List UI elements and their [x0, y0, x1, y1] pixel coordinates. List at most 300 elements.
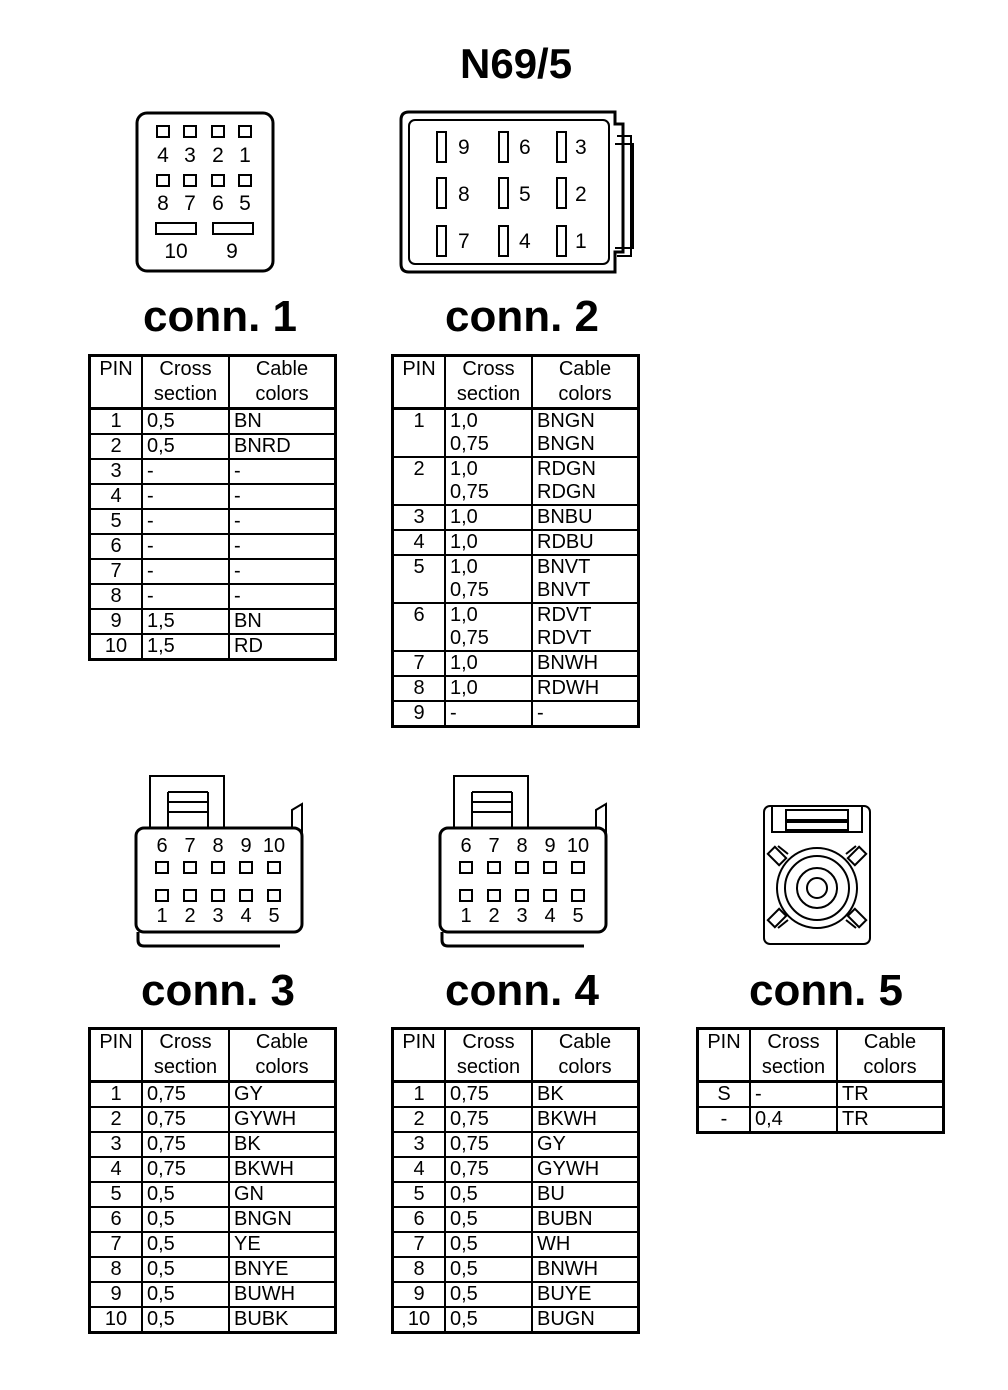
cable-color-value: GY: [234, 1083, 263, 1105]
pin-cell: 7: [90, 559, 143, 584]
pin-cell: 10: [90, 634, 143, 660]
page-title: N69/5: [460, 40, 573, 87]
conn1-pin-label: 8: [157, 192, 169, 215]
table-row: [90, 1182, 336, 1207]
pin-cell: 1: [393, 1082, 446, 1108]
cross-section-cell: [142, 1257, 229, 1282]
table-row: [393, 1282, 639, 1307]
table-row: [90, 1307, 336, 1333]
conn1-pin-label: 6: [212, 192, 224, 215]
cross-section-value: 0,5: [147, 1258, 175, 1280]
cross-section-cell: [142, 509, 229, 534]
conn4-pin-label: 8: [516, 835, 528, 857]
cross-section-value: 0,75: [147, 1083, 186, 1105]
pin-cell: 6: [90, 1207, 143, 1232]
table-row: [90, 459, 336, 484]
pin-cell: 4: [393, 1157, 446, 1182]
cable-color-cell: [532, 1082, 639, 1108]
conn2-pin-label: 5: [519, 183, 531, 206]
conn1-pin-label: 3: [184, 144, 196, 167]
conn2-pin-label: 1: [575, 230, 587, 253]
conn2-pin-label: 4: [519, 230, 531, 253]
cable-color-cell: [532, 603, 639, 651]
cable-color-value: -: [537, 702, 544, 724]
cross-section-value: 1,0: [450, 531, 478, 553]
cross-section-value: 0,5: [147, 435, 175, 457]
cable-color-value: GN: [234, 1183, 264, 1205]
conn4-pin-label: 6: [460, 835, 472, 857]
cable-color-value: BK: [234, 1133, 261, 1155]
table-row: [90, 1132, 336, 1157]
cross-section-cell: [445, 1307, 532, 1333]
cross-section-value: 0,75: [450, 627, 489, 649]
cross-section-cell: [142, 434, 229, 459]
cross-section-value: 0,75: [450, 1108, 489, 1130]
pin-cell: 4: [393, 530, 446, 555]
cable-color-cell: [532, 1132, 639, 1157]
cross-section-value: 0,75: [450, 1158, 489, 1180]
cross-section-cell: [445, 555, 532, 603]
table-row: [698, 1107, 944, 1133]
cable-color-value: BUWH: [234, 1283, 296, 1305]
cable-color-value: BNYE: [234, 1258, 289, 1280]
cable-color-cell: [229, 1132, 336, 1157]
table-row: [393, 1132, 639, 1157]
conn1-table: [88, 354, 337, 661]
table-row: [393, 1232, 639, 1257]
cross-section-cell: [142, 1132, 229, 1157]
conn5-table: [696, 1027, 945, 1134]
table-row: [393, 676, 639, 701]
pin-header: PIN: [90, 356, 143, 409]
cable-color-value: WH: [537, 1233, 571, 1255]
pin-cell: 8: [393, 1257, 446, 1282]
cross-section-value: 0,75: [450, 433, 489, 455]
cable-color-cell: [532, 701, 639, 727]
cross-section-value: 0,4: [755, 1108, 783, 1130]
conn4-table: [391, 1027, 640, 1334]
cable-color-cell: [229, 1307, 336, 1333]
cable-color-value: BN: [234, 610, 262, 632]
cross-section-cell: [445, 530, 532, 555]
cross-section-cell: [445, 1157, 532, 1182]
cable-color-cell: [229, 1207, 336, 1232]
cable-color-cell: [532, 1282, 639, 1307]
cable-color-cell: [532, 457, 639, 505]
cross-section-cell: [142, 1307, 229, 1333]
cross-section-cell: [142, 1107, 229, 1132]
cable-color-cell: [229, 584, 336, 609]
cable-color-value: YE: [234, 1233, 261, 1255]
table-row: [393, 1107, 639, 1132]
cross-section-cell: [445, 676, 532, 701]
cross-section-header: Cross section: [750, 1029, 837, 1082]
pin-cell: 5: [393, 1182, 446, 1207]
cable-color-cell: [532, 676, 639, 701]
pin-cell: 2: [90, 434, 143, 459]
cross-section-cell: [142, 584, 229, 609]
table-row: [90, 1257, 336, 1282]
table-row: [90, 584, 336, 609]
cable-color-value: -: [234, 585, 241, 607]
cable-color-value: TR: [842, 1108, 869, 1130]
cable-color-value: BNWH: [537, 652, 599, 674]
cross-section-value: 0,5: [147, 1208, 175, 1230]
cross-section-value: -: [147, 535, 154, 557]
conn4-pin-label: 3: [516, 905, 528, 927]
cable-color-cell: [532, 409, 639, 458]
cable-color-value: RDVT: [537, 627, 592, 649]
cross-section-cell: [142, 559, 229, 584]
table-row: [90, 559, 336, 584]
cable-color-value: BKWH: [537, 1108, 597, 1130]
cross-section-cell: [445, 1182, 532, 1207]
pin-cell: 3: [90, 459, 143, 484]
conn2-pin-label: 3: [575, 136, 587, 159]
cross-section-value: -: [755, 1083, 762, 1105]
pin-cell: 2: [393, 457, 446, 505]
cross-section-header: Cross section: [445, 356, 532, 409]
table-row: [90, 1107, 336, 1132]
pin-cell: 7: [393, 651, 446, 676]
cable-color-value: BN: [234, 410, 262, 432]
pin-cell: 9: [90, 609, 143, 634]
conn1-pin-label: 4: [157, 144, 169, 167]
cross-section-value: 0,75: [450, 579, 489, 601]
cable-colors-header: Cable colors: [837, 1029, 944, 1082]
cable-color-value: RD: [234, 635, 263, 657]
conn4-pin-label: 4: [544, 905, 556, 927]
cross-section-value: 1,5: [147, 635, 175, 657]
cable-color-cell: [229, 1257, 336, 1282]
cable-color-value: -: [234, 510, 241, 532]
cross-section-value: 0,5: [450, 1308, 478, 1330]
cable-color-value: -: [234, 560, 241, 582]
conn4-pin-label: 2: [488, 905, 500, 927]
cross-section-cell: [142, 1182, 229, 1207]
cable-color-cell: [229, 1182, 336, 1207]
pin-cell: 6: [393, 1207, 446, 1232]
conn2-pin-label: 8: [458, 183, 470, 206]
cross-section-header: Cross section: [142, 356, 229, 409]
conn4-pin-label: 9: [544, 835, 556, 857]
cross-section-value: 1,0: [450, 677, 478, 699]
cross-section-value: 0,5: [147, 1183, 175, 1205]
conn3-pin-label: 3: [212, 905, 224, 927]
table-row: [393, 1157, 639, 1182]
cross-section-cell: [445, 409, 532, 458]
cable-color-value: -: [234, 535, 241, 557]
cross-section-value: 0,75: [450, 481, 489, 503]
conn4-pin-label: 1: [460, 905, 472, 927]
cable-color-cell: [532, 1107, 639, 1132]
pin-cell: 1: [90, 1082, 143, 1108]
cable-color-value: BU: [537, 1183, 565, 1205]
pin-cell: S: [698, 1082, 751, 1108]
cable-color-cell: [229, 434, 336, 459]
cable-color-cell: [532, 1207, 639, 1232]
cross-section-value: 0,75: [450, 1083, 489, 1105]
conn1-pin-label: 10: [164, 240, 188, 263]
table-row: [393, 603, 639, 651]
cable-color-value: BNVT: [537, 556, 591, 578]
conn2-table: [391, 354, 640, 728]
cross-section-value: 0,5: [450, 1208, 478, 1230]
conn3-pin-label: 10: [262, 835, 286, 857]
cross-section-value: -: [147, 560, 154, 582]
cable-colors-header: Cable colors: [229, 356, 336, 409]
cable-color-value: BNVT: [537, 579, 591, 601]
conn3-pin-label: 2: [184, 905, 196, 927]
cable-color-cell: [229, 1232, 336, 1257]
cable-color-value: GYWH: [537, 1158, 600, 1180]
cross-section-cell: [142, 409, 229, 435]
cross-section-value: 0,5: [147, 410, 175, 432]
connector-4-drawing: [434, 770, 614, 955]
conn1-pin-label: 1: [239, 144, 251, 167]
conn1-title: conn. 1: [142, 292, 298, 341]
cable-color-value: BNGN: [537, 433, 595, 455]
cable-colors-header: Cable colors: [229, 1029, 336, 1082]
cross-section-header: Cross section: [445, 1029, 532, 1082]
conn3-pin-label: 1: [156, 905, 168, 927]
pin-header: PIN: [393, 1029, 446, 1082]
cable-color-value: BUYE: [537, 1283, 592, 1305]
conn3-pin-label: 9: [240, 835, 252, 857]
table-row: [90, 1157, 336, 1182]
cross-section-cell: [445, 1132, 532, 1157]
conn4-title: conn. 4: [444, 966, 600, 1015]
cross-section-value: 1,0: [450, 556, 478, 578]
table-row: [90, 409, 336, 435]
pin-cell: 9: [393, 701, 446, 727]
connector-3-drawing: [130, 770, 310, 955]
cable-color-value: RDGN: [537, 458, 596, 480]
conn1-pin-label: 7: [184, 192, 196, 215]
connector-1-drawing: [130, 108, 280, 278]
cross-section-cell: [142, 609, 229, 634]
cable-color-value: BNGN: [234, 1208, 292, 1230]
conn1-pin-label: 2: [212, 144, 224, 167]
pin-cell: 7: [393, 1232, 446, 1257]
cross-section-value: 0,5: [450, 1183, 478, 1205]
cable-color-cell: [229, 509, 336, 534]
cable-color-cell: [532, 1307, 639, 1333]
pin-cell: 4: [90, 1157, 143, 1182]
cross-section-cell: [445, 1107, 532, 1132]
cable-color-cell: [532, 505, 639, 530]
table-row: [90, 509, 336, 534]
pin-cell: 4: [90, 484, 143, 509]
table-row: [90, 434, 336, 459]
cross-section-cell: [445, 505, 532, 530]
table-row: [90, 534, 336, 559]
pin-cell: -: [698, 1107, 751, 1133]
cross-section-cell: [142, 1157, 229, 1182]
cable-color-cell: [837, 1082, 944, 1108]
cable-color-value: RDVT: [537, 604, 592, 626]
cable-color-value: BUBK: [234, 1308, 289, 1330]
cross-section-cell: [142, 634, 229, 660]
conn2-pin-label: 7: [458, 230, 470, 253]
cross-section-value: 0,75: [147, 1133, 186, 1155]
pin-cell: 2: [90, 1107, 143, 1132]
cable-color-cell: [229, 534, 336, 559]
pin-cell: 6: [393, 603, 446, 651]
table-row: [90, 609, 336, 634]
cable-color-cell: [837, 1107, 944, 1133]
table-row: [90, 1232, 336, 1257]
table-row: [393, 505, 639, 530]
cross-section-cell: [142, 484, 229, 509]
conn3-pin-label: 8: [212, 835, 224, 857]
conn1-pin-label: 5: [239, 192, 251, 215]
table-row: [393, 1207, 639, 1232]
conn1-pin-label: 9: [226, 240, 238, 263]
cable-color-cell: [532, 555, 639, 603]
cross-section-cell: [445, 651, 532, 676]
cross-section-header: Cross section: [142, 1029, 229, 1082]
pin-cell: 6: [90, 534, 143, 559]
conn2-pin-label: 6: [519, 136, 531, 159]
cross-section-value: -: [147, 510, 154, 532]
cross-section-cell: [750, 1107, 837, 1133]
pin-cell: 9: [90, 1282, 143, 1307]
cable-color-value: RDWH: [537, 677, 600, 699]
cable-color-cell: [229, 1157, 336, 1182]
cross-section-value: 0,75: [147, 1158, 186, 1180]
pin-header: PIN: [393, 356, 446, 409]
pin-cell: 3: [393, 1132, 446, 1157]
table-row: [90, 1207, 336, 1232]
pin-cell: 10: [90, 1307, 143, 1333]
conn3-pin-label: 6: [156, 835, 168, 857]
pin-cell: 10: [393, 1307, 446, 1333]
pin-cell: 9: [393, 1282, 446, 1307]
cross-section-cell: [445, 1282, 532, 1307]
conn4-pin-label: 7: [488, 835, 500, 857]
pin-cell: 7: [90, 1232, 143, 1257]
cable-color-cell: [532, 1257, 639, 1282]
cross-section-cell: [142, 459, 229, 484]
cross-section-cell: [142, 1282, 229, 1307]
table-row: [90, 1282, 336, 1307]
cable-color-cell: [229, 559, 336, 584]
conn3-pin-label: 5: [268, 905, 280, 927]
pin-cell: 5: [90, 1182, 143, 1207]
cable-color-value: BUGN: [537, 1308, 595, 1330]
cross-section-cell: [445, 701, 532, 727]
cross-section-cell: [445, 1257, 532, 1282]
table-row: [393, 1082, 639, 1108]
cable-color-value: GY: [537, 1133, 566, 1155]
cross-section-cell: [445, 603, 532, 651]
table-row: [393, 701, 639, 727]
conn3-pin-label: 4: [240, 905, 252, 927]
table-row: [393, 530, 639, 555]
cable-color-cell: [229, 409, 336, 435]
cable-color-value: BKWH: [234, 1158, 294, 1180]
cable-colors-header: Cable colors: [532, 1029, 639, 1082]
conn2-title: conn. 2: [444, 292, 600, 341]
cable-color-cell: [532, 1232, 639, 1257]
pin-cell: 5: [90, 509, 143, 534]
connector-2-drawing: [395, 106, 640, 281]
conn3-table: [88, 1027, 337, 1334]
cable-color-value: BK: [537, 1083, 564, 1105]
pin-cell: 1: [90, 409, 143, 435]
conn5-title: conn. 5: [748, 966, 904, 1015]
cross-section-value: -: [147, 485, 154, 507]
cross-section-cell: [445, 1232, 532, 1257]
cable-color-value: BNGN: [537, 410, 595, 432]
cross-section-value: 0,5: [147, 1308, 175, 1330]
cross-section-value: 0,5: [450, 1258, 478, 1280]
table-row: [90, 634, 336, 660]
conn4-pin-label: 10: [566, 835, 590, 857]
cable-color-value: BNRD: [234, 435, 291, 457]
cross-section-cell: [142, 1232, 229, 1257]
cross-section-cell: [142, 1207, 229, 1232]
pin-cell: 8: [90, 1257, 143, 1282]
table-row: [698, 1082, 944, 1108]
cross-section-value: 1,0: [450, 410, 478, 432]
cross-section-value: 0,75: [450, 1133, 489, 1155]
cross-section-value: 0,5: [450, 1233, 478, 1255]
cross-section-value: 0,5: [450, 1283, 478, 1305]
table-row: [393, 409, 639, 458]
cross-section-value: 0,5: [147, 1283, 175, 1305]
cross-section-cell: [750, 1082, 837, 1108]
pin-header: PIN: [90, 1029, 143, 1082]
cable-color-cell: [229, 634, 336, 660]
cable-color-cell: [532, 1157, 639, 1182]
pin-header: PIN: [698, 1029, 751, 1082]
cable-color-cell: [229, 1082, 336, 1108]
table-row: [393, 1257, 639, 1282]
cable-color-value: GYWH: [234, 1108, 297, 1130]
cable-color-cell: [532, 530, 639, 555]
cable-color-value: RDBU: [537, 531, 594, 553]
cable-color-value: RDGN: [537, 481, 596, 503]
table-row: [90, 1082, 336, 1108]
cross-section-value: 1,0: [450, 604, 478, 626]
cross-section-value: 0,5: [147, 1233, 175, 1255]
conn2-pin-label: 9: [458, 136, 470, 159]
pin-cell: 1: [393, 409, 446, 458]
table-row: [393, 457, 639, 505]
table-row: [90, 484, 336, 509]
table-row: [393, 1307, 639, 1333]
cable-color-cell: [532, 651, 639, 676]
cross-section-value: 1,0: [450, 506, 478, 528]
pin-cell: 3: [90, 1132, 143, 1157]
table-row: [393, 1182, 639, 1207]
cross-section-value: -: [147, 460, 154, 482]
table-row: [393, 555, 639, 603]
conn3-title: conn. 3: [140, 966, 296, 1015]
pin-cell: 2: [393, 1107, 446, 1132]
cross-section-cell: [142, 534, 229, 559]
cross-section-cell: [445, 457, 532, 505]
cross-section-cell: [142, 1082, 229, 1108]
cable-color-value: BUBN: [537, 1208, 593, 1230]
cross-section-value: -: [147, 585, 154, 607]
cable-color-cell: [229, 459, 336, 484]
cross-section-value: 1,5: [147, 610, 175, 632]
conn4-pin-label: 5: [572, 905, 584, 927]
cross-section-cell: [445, 1082, 532, 1108]
